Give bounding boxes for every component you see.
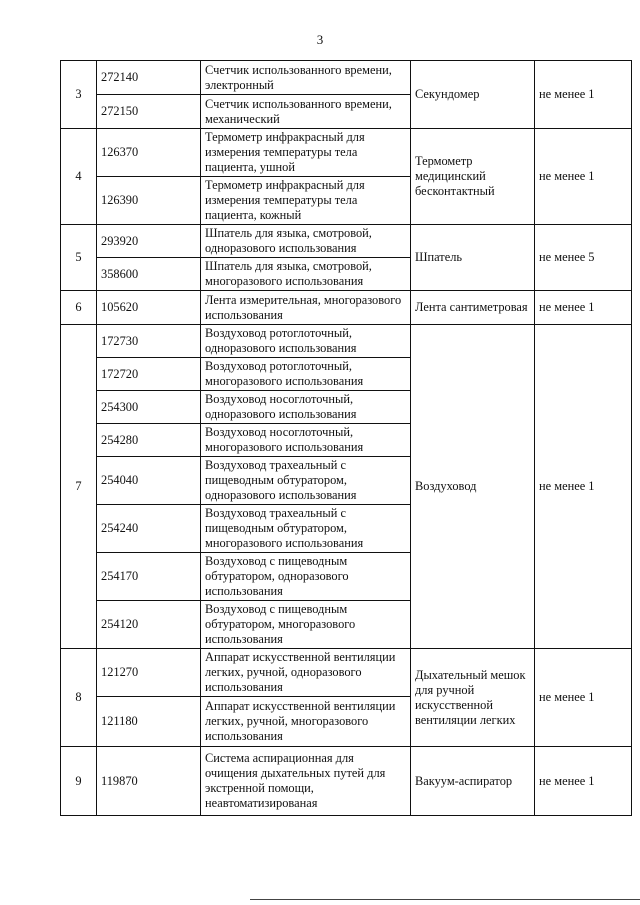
item-description: Аппарат искусственной вентиляции легких, ручной, многоразового использования [201,697,411,747]
quantity: не менее 1 [535,649,632,747]
nkmi-code: 121180 [97,697,201,747]
item-description: Система аспирационная для очищения дыхательных путей для экстренной помощи, неавтоматизированая [201,747,411,816]
quantity: не менее 1 [535,61,632,129]
table-row [61,291,632,325]
row-number: 3 [61,61,97,129]
equipment-type: Воздуховод [411,325,535,649]
row-number: 9 [61,747,97,816]
item-description: Шпатель для языка, смотровой, многоразового использования [201,258,411,291]
table-row [61,649,632,697]
nkmi-code: 121270 [97,649,201,697]
table-row [61,129,632,177]
row-number: 5 [61,225,97,291]
equipment-type: Лента сантиметровая [411,291,535,325]
equipment-type: Шпатель [411,225,535,291]
quantity: не менее 1 [535,325,632,649]
quantity: не менее 5 [535,225,632,291]
quantity: не менее 1 [535,747,632,816]
item-description: Воздуховод ротоглоточный, одноразового использования [201,325,411,358]
item-description: Термометр инфракрасный для измерения температуры тела пациента, кожный [201,177,411,225]
item-description: Воздуховод носоглоточный, многоразового использования [201,424,411,457]
equipment-table [60,60,632,816]
nkmi-code: 172730 [97,325,201,358]
row-number: 8 [61,649,97,747]
item-description: Воздуховод трахеальный с пищеводным обтуратором, одноразового использования [201,457,411,505]
equipment-type: Вакуум-аспиратор [411,747,535,816]
nkmi-code: 254040 [97,457,201,505]
row-number: 7 [61,325,97,649]
item-description: Воздуховод с пищеводным обтуратором, одноразового использования [201,553,411,601]
item-description: Воздуховод носоглоточный, одноразового использования [201,391,411,424]
item-description: Воздуховод ротоглоточный, многоразового использования [201,358,411,391]
table-row [61,225,632,258]
quantity: не менее 1 [535,291,632,325]
table-row [61,325,632,358]
item-description: Шпатель для языка, смотровой, одноразового использования [201,225,411,258]
table-row [61,61,632,95]
item-description: Счетчик использованного времени, электронный [201,61,411,95]
nkmi-code: 254170 [97,553,201,601]
item-description: Аппарат искусственной вентиляции легких, ручной, одноразового использования [201,649,411,697]
row-number: 4 [61,129,97,225]
page-bottom-edge [250,899,640,900]
nkmi-code: 105620 [97,291,201,325]
nkmi-code: 358600 [97,258,201,291]
table-row [61,747,632,816]
item-description: Воздуховод трахеальный с пищеводным обтуратором, многоразового использования [201,505,411,553]
nkmi-code: 254240 [97,505,201,553]
nkmi-code: 254120 [97,601,201,649]
page-number: 3 [316,32,324,47]
quantity: не менее 1 [535,129,632,225]
item-description: Термометр инфракрасный для измерения температуры тела пациента, ушной [201,129,411,177]
nkmi-code: 126390 [97,177,201,225]
row-number: 6 [61,291,97,325]
nkmi-code: 254300 [97,391,201,424]
equipment-type: Секундомер [411,61,535,129]
nkmi-code: 172720 [97,358,201,391]
item-description: Счетчик использованного времени, механический [201,95,411,129]
equipment-type: Термометр медицинский бесконтактный [411,129,535,225]
nkmi-code: 272140 [97,61,201,95]
nkmi-code: 126370 [97,129,201,177]
nkmi-code: 254280 [97,424,201,457]
nkmi-code: 293920 [97,225,201,258]
item-description: Лента измерительная, многоразового использования [201,291,411,325]
nkmi-code: 272150 [97,95,201,129]
item-description: Воздуховод с пищеводным обтуратором, многоразового использования [201,601,411,649]
nkmi-code: 119870 [97,747,201,816]
equipment-type: Дыхательный мешок для ручной искусственной вентиляции легких [411,649,535,747]
